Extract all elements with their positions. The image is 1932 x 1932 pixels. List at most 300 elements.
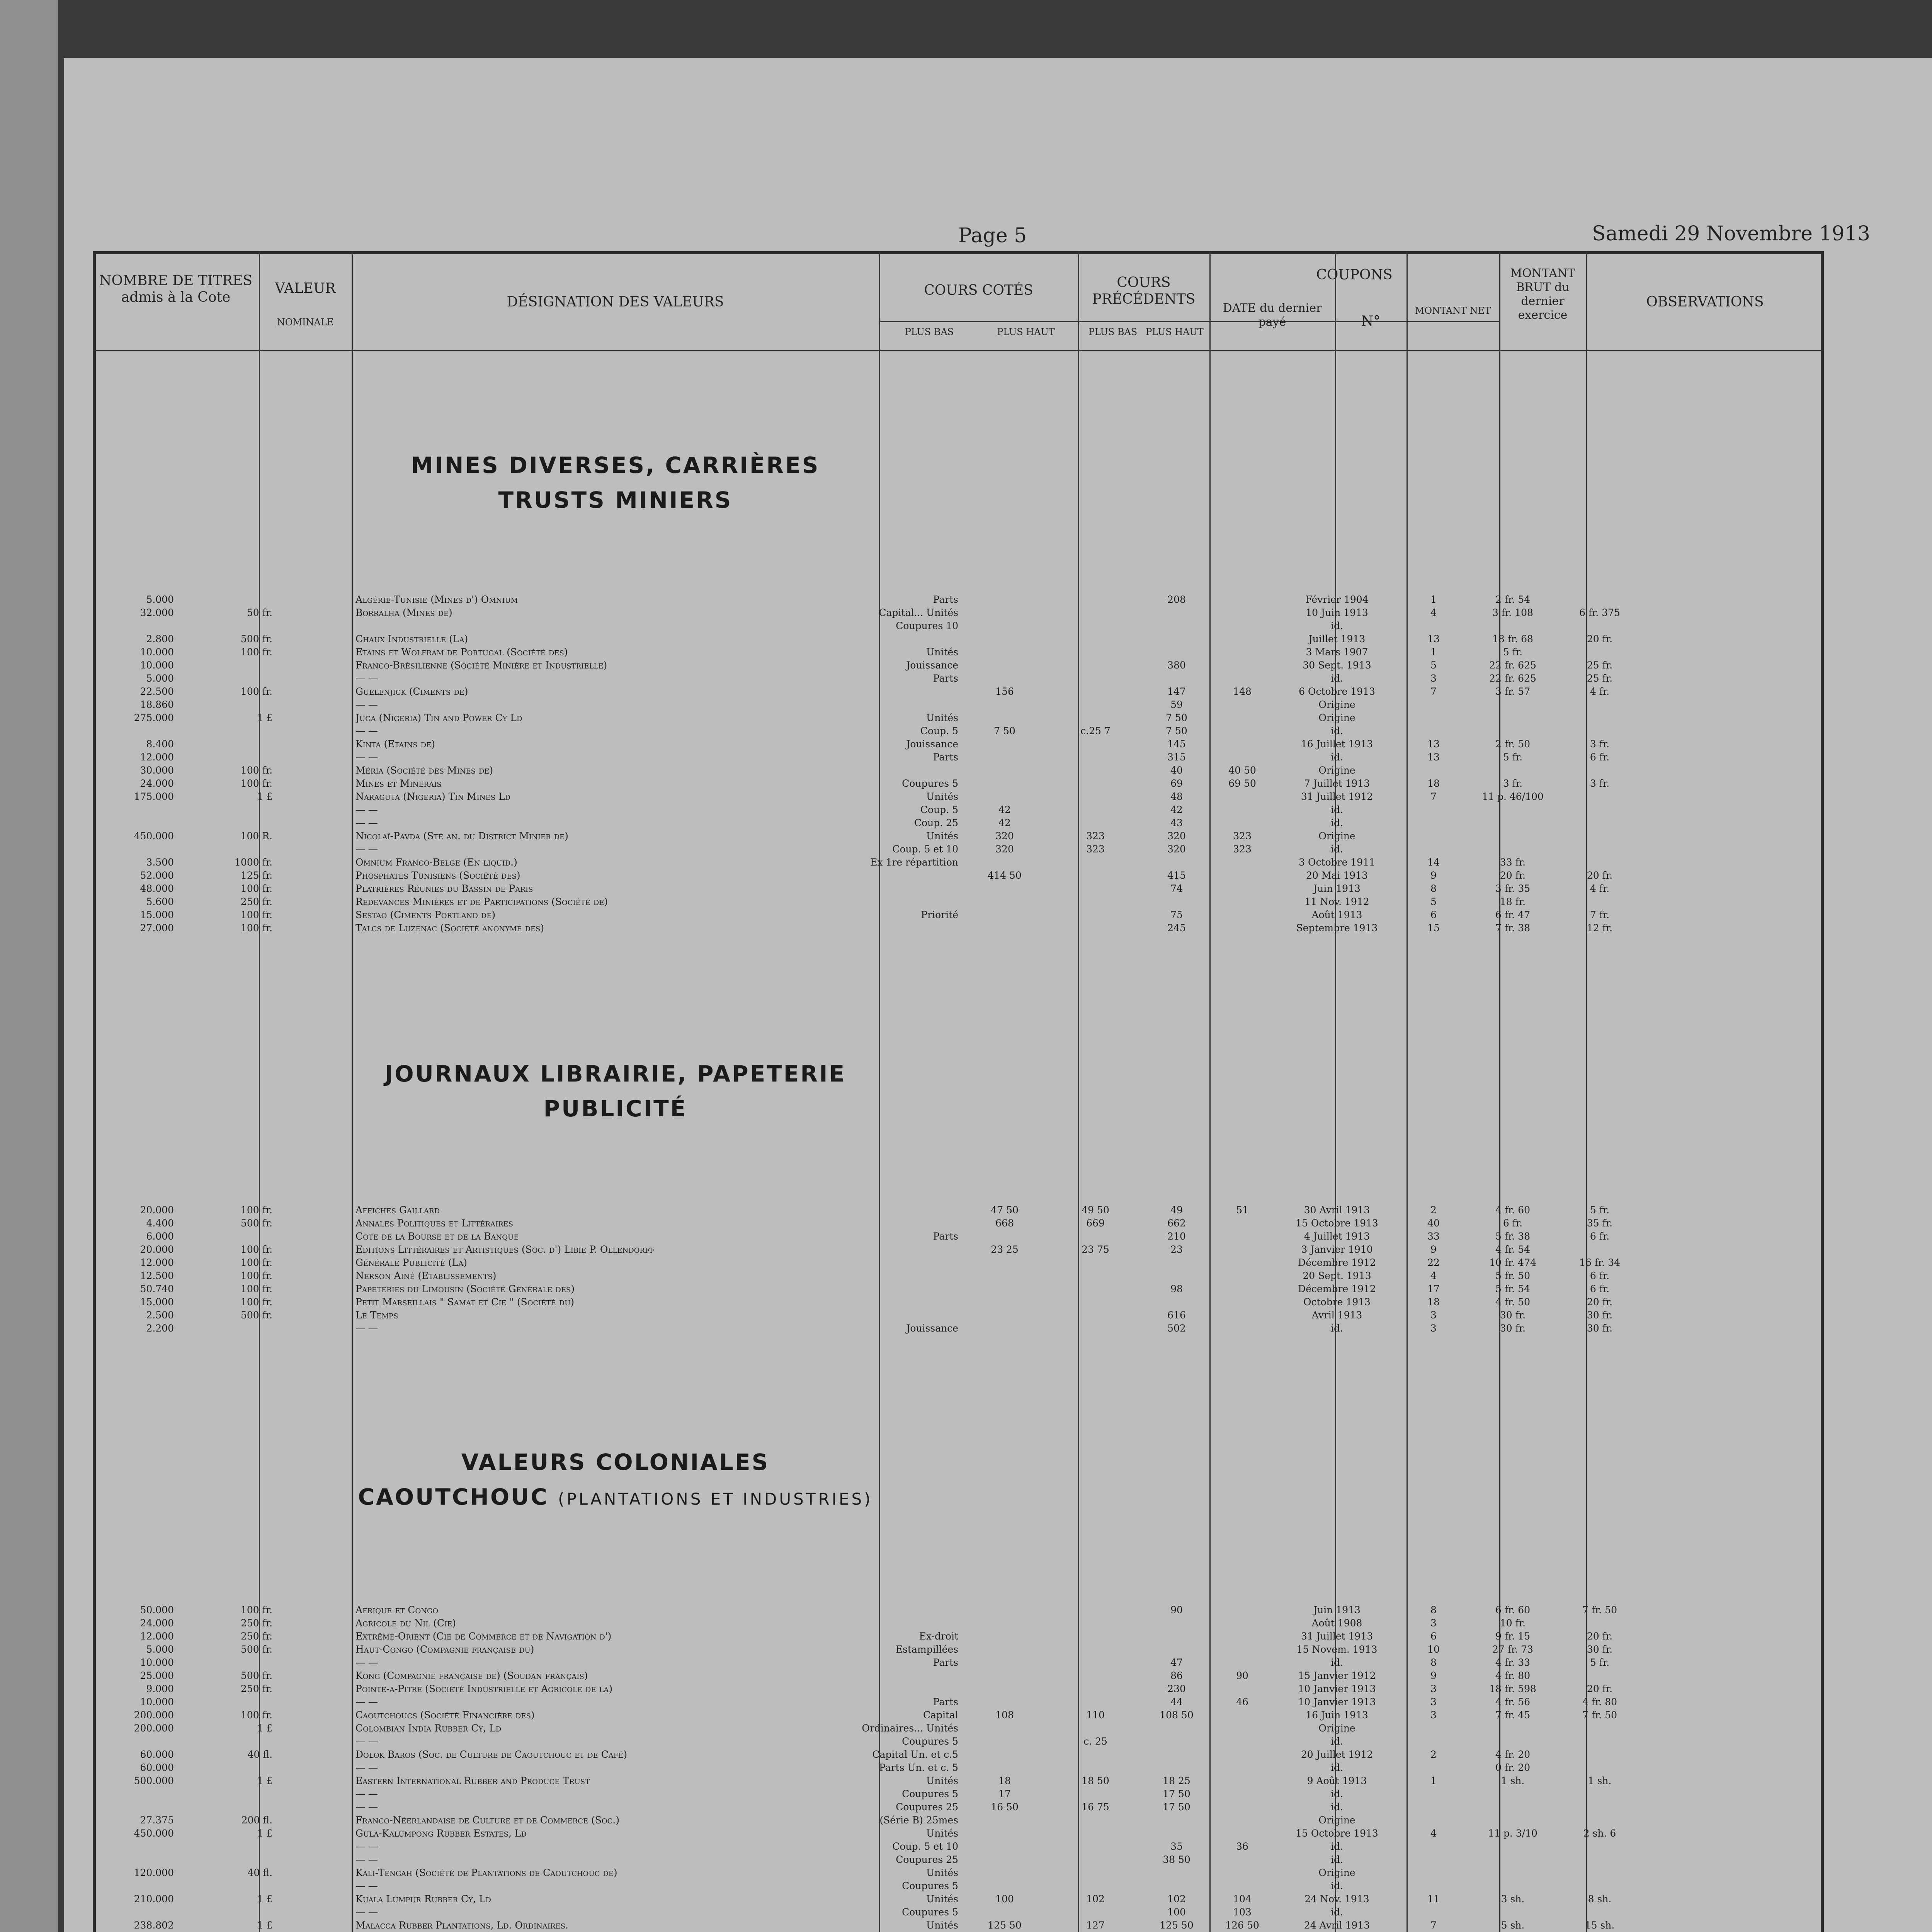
cell-mn: 4 fr. 50 [1495, 1296, 1530, 1308]
cell-val: 1 £ [257, 1723, 272, 1734]
cell-kind: Unités [926, 791, 958, 802]
cell-val: 100 fr. [240, 778, 272, 789]
cell-cb: 23 25 [991, 1244, 1019, 1255]
cell-mn: 4 fr. 20 [1495, 1749, 1530, 1760]
cell-nb: 175.000 [134, 791, 174, 802]
cell-kind: Unités [926, 1920, 958, 1931]
table-row [93, 1617, 1824, 1630]
cell-kind: Parts [933, 1696, 958, 1708]
cell-nb: 450.000 [134, 1828, 174, 1839]
cell-pb: 315 [1167, 752, 1186, 763]
cell-dt: Origine [1318, 765, 1355, 776]
section-title-word: CAOUTCHOUC [358, 1483, 549, 1510]
cell-des [355, 1604, 951, 1617]
table-row [93, 843, 1824, 856]
cell-val: 100 fr. [240, 646, 272, 658]
cell-val: 1 £ [257, 1920, 272, 1931]
cell-des [355, 685, 951, 698]
cell-no: 3 [1430, 1683, 1437, 1694]
cell-pb: 74 [1170, 883, 1183, 894]
cell-mn: 18 fr. [1500, 896, 1526, 907]
cell-mn: 5 fr. 50 [1495, 1270, 1530, 1281]
cell-br: 20 fr. [1587, 633, 1613, 645]
table-row [93, 1682, 1824, 1696]
cell-pb: 320 [1167, 844, 1186, 855]
cell-br: 8 sh. [1588, 1893, 1612, 1905]
cell-mn: 33 fr. [1500, 857, 1526, 868]
designation-text: Méria (Société des Mines de) [355, 765, 493, 776]
designation-text: Nicolaï-Pavda (Sté an. du District Minier de) [355, 830, 568, 842]
cell-cb: 320 [995, 844, 1014, 855]
cell-cb: 16 50 [991, 1801, 1019, 1813]
table-row [93, 764, 1824, 777]
cell-nb: 8.400 [146, 738, 174, 750]
table-row [93, 633, 1824, 646]
col-head-montant-net: MONTANT NET [1415, 305, 1491, 316]
cell-mn: 10 fr. [1500, 1617, 1526, 1629]
cell-pb: 40 [1170, 765, 1183, 776]
designation-text: Kinta (Etains de) [355, 738, 435, 750]
cell-ph: 103 [1233, 1906, 1252, 1918]
cell-dt: id. [1331, 1736, 1343, 1747]
table-row [93, 803, 1824, 816]
designation-text: — — [355, 1841, 378, 1852]
cell-ph: 126 50 [1225, 1920, 1259, 1931]
cell-no: 8 [1430, 1604, 1437, 1616]
table-row [93, 1696, 1824, 1709]
cell-dt: Août 1913 [1311, 909, 1362, 920]
table-row [93, 1827, 1824, 1840]
cell-nb: 450.000 [134, 830, 174, 842]
cell-pb: 208 [1167, 594, 1186, 605]
cell-val: 100 fr. [240, 1257, 272, 1268]
cell-ph: 323 [1233, 844, 1252, 855]
col-head-coupons: COUPONS [1316, 267, 1393, 283]
table-row [93, 1296, 1824, 1309]
designation-text: — — [355, 844, 378, 855]
cell-ph: 90 [1236, 1670, 1248, 1681]
cell-dt: Origine [1318, 699, 1355, 710]
cell-mn: 2 fr. 54 [1495, 594, 1530, 605]
cell-br: 6 fr. [1590, 752, 1610, 763]
cell-kind: Capital... Unités [879, 607, 958, 618]
cell-no: 6 [1430, 909, 1437, 920]
designation-text: — — [355, 673, 378, 684]
cell-mn: 6 fr. [1503, 1218, 1523, 1229]
cell-dt: 3 Mars 1907 [1306, 646, 1368, 658]
cell-kind: Coupures 25 [896, 1854, 958, 1865]
designation-text: — — [355, 1801, 378, 1813]
cell-nb: 9.000 [146, 1683, 174, 1694]
cell-val: 250 fr. [240, 1631, 272, 1642]
cell-dt: Origine [1318, 830, 1355, 842]
cell-cb: 668 [995, 1218, 1014, 1229]
cell-pb: 47 [1170, 1657, 1183, 1668]
designation-text: Annales Politiques et Littéraires [355, 1218, 514, 1229]
cell-ph: 69 50 [1228, 778, 1256, 789]
table-row [93, 908, 1824, 922]
cell-br: 5 fr. [1590, 1204, 1610, 1216]
designation-text: Papeteries du Limousin (Société Générale des) [355, 1283, 575, 1294]
cell-dt: 3 Octobre 1911 [1299, 857, 1375, 868]
header-rule [93, 350, 1824, 351]
cell-nb: 12.500 [140, 1270, 174, 1281]
designation-text: — — [355, 817, 378, 828]
table-row [93, 1256, 1824, 1269]
cell-kind: Coupures 5 [902, 1788, 958, 1799]
col-head-valeur: VALEUR [275, 281, 336, 296]
cell-dt: id. [1331, 673, 1343, 684]
cell-mn: 27 fr. 73 [1492, 1644, 1533, 1655]
cell-mn: 5 fr. 54 [1495, 1283, 1530, 1294]
table-row [93, 1217, 1824, 1230]
cell-kind: Jouissance [906, 738, 958, 750]
cell-kind: Jouissance [906, 660, 958, 671]
table-row [93, 1866, 1824, 1879]
cell-br: 3 fr. [1590, 778, 1610, 789]
cell-ph: 148 [1233, 686, 1252, 697]
cell-nb: 3.500 [146, 857, 174, 868]
col-head-plus-haut: PLUS HAUT [997, 327, 1055, 337]
cell-pb: 502 [1167, 1323, 1186, 1334]
table-row [93, 1774, 1824, 1787]
designation-text: — — [355, 1906, 378, 1918]
designation-text: Gula-Kalumpong Rubber Estates, Ld [355, 1828, 527, 1839]
cell-kind: Unités [926, 646, 958, 658]
cell-kind: Coup. 5 [920, 804, 958, 815]
cell-nb: 15.000 [140, 1296, 174, 1308]
cell-no: 7 [1430, 1920, 1437, 1931]
cell-val: 1 £ [257, 712, 272, 723]
cell-mn: 9 fr. 15 [1495, 1631, 1530, 1642]
table-row [93, 738, 1824, 751]
designation-text: Naraguta (Nigeria) Tin Mines Ld [355, 791, 510, 802]
designation-text: — — [355, 699, 378, 710]
col-head-cours-cotes: COURS COTÉS [924, 282, 1033, 298]
cell-nb: 27.000 [140, 922, 174, 934]
cell-kind: Coupures 5 [902, 1880, 958, 1891]
cell-val: 100 fr. [240, 686, 272, 697]
cell-br: 30 fr. [1587, 1310, 1613, 1321]
cell-mn: 4 fr. 33 [1495, 1657, 1530, 1668]
designation-text: Kuala Lumpur Rubber Cy, Ld [355, 1893, 491, 1905]
designation-text: — — [355, 1696, 378, 1708]
cell-dt: 9 Août 1913 [1307, 1775, 1367, 1786]
cell-cb: 320 [995, 830, 1014, 842]
cell-br: 20 fr. [1587, 1683, 1613, 1694]
designation-text: Afrique et Congo [355, 1604, 439, 1616]
cell-nb: 120.000 [134, 1867, 174, 1878]
cell-nb: 5.600 [146, 896, 174, 907]
cell-kind: Unités [926, 1867, 958, 1878]
designation-text: Dolok Baros (Soc. de Culture de Caoutchouc et de Café) [355, 1749, 628, 1760]
cell-no: 1 [1430, 1775, 1437, 1786]
designation-text: Juga (Nigeria) Tin and Power Cy Ld [355, 712, 522, 723]
cell-mn: 7 fr. 45 [1495, 1709, 1530, 1721]
cell-ch: 127 [1086, 1920, 1105, 1931]
designation-text: Omnium Franco-Belge (En liquid.) [355, 857, 517, 868]
table-row [93, 1787, 1824, 1801]
cell-no: 8 [1430, 883, 1437, 894]
cell-val: 100 fr. [240, 1709, 272, 1721]
cell-ch: 23 75 [1082, 1244, 1109, 1255]
cell-mn: 18 fr. 598 [1489, 1683, 1536, 1694]
cell-br: 25 fr. [1587, 660, 1613, 671]
cell-pb: 86 [1170, 1670, 1183, 1681]
designation-text: Sestao (Ciments Portland de) [355, 909, 496, 920]
cell-val: 100 fr. [240, 883, 272, 894]
cell-nb: 2.800 [146, 633, 174, 645]
cell-val: 500 fr. [240, 1310, 272, 1321]
cell-kind: Estampillées [895, 1644, 958, 1655]
cell-des [355, 1682, 951, 1696]
cell-dt: 10 Janvier 1913 [1298, 1683, 1376, 1694]
cell-pb: 230 [1167, 1683, 1186, 1694]
cell-ch: 669 [1086, 1218, 1105, 1229]
cell-mn: 7 fr. 38 [1495, 922, 1530, 934]
table-row [93, 830, 1824, 843]
cell-ch: 323 [1086, 844, 1105, 855]
cell-mn: 4 fr. 56 [1495, 1696, 1530, 1708]
cell-br: 1 sh. [1588, 1775, 1612, 1786]
cell-dt: 24 Nov. 1913 [1304, 1893, 1369, 1905]
cell-kind: (Série B) 25mes [879, 1815, 958, 1826]
cell-cb: 100 [995, 1893, 1014, 1905]
cell-ph: 51 [1236, 1204, 1248, 1216]
cell-no: 2 [1430, 1204, 1437, 1216]
cell-pb: 23 [1170, 1244, 1183, 1255]
table-row [93, 790, 1824, 803]
cell-cb: 108 [995, 1709, 1014, 1721]
designation-text: Colombian India Rubber Cy, Ld [355, 1723, 502, 1734]
col-head-date: DATE du dernier payé [1223, 301, 1322, 329]
table-row [93, 1204, 1824, 1217]
cell-kind: Ex-droit [919, 1631, 958, 1642]
cell-dt: 31 Juillet 1913 [1301, 1631, 1373, 1642]
table-row [93, 685, 1824, 698]
designation-text: Franco-Brésilienne (Société Minière et Industrielle) [355, 660, 607, 671]
cell-no: 3 [1430, 1709, 1437, 1721]
cell-mn: 4 fr. 80 [1495, 1670, 1530, 1681]
cell-dt: id. [1331, 844, 1343, 855]
designation-text: Platrières Réunies du Bassin de Paris [355, 883, 533, 894]
cell-nb: 22.500 [140, 686, 174, 697]
cell-kind: Capital [923, 1709, 958, 1721]
table-row [93, 1722, 1824, 1735]
cell-mn: 20 fr. [1500, 870, 1526, 881]
table-row [93, 1879, 1824, 1893]
designation-text: — — [355, 1323, 378, 1334]
cell-dt: id. [1331, 817, 1343, 828]
cell-dt: Juin 1913 [1313, 883, 1361, 894]
cell-nb: 10.000 [140, 646, 174, 658]
section-title-line: TRUSTS MINIERS [498, 486, 733, 513]
cell-br: 20 fr. [1587, 1296, 1613, 1308]
cell-dt: 7 Juillet 1913 [1304, 778, 1370, 789]
table-row [93, 646, 1824, 659]
cell-br: 4 fr. 80 [1582, 1696, 1617, 1708]
cell-dt: id. [1331, 1854, 1343, 1865]
cell-val: 1 £ [257, 1893, 272, 1905]
section-title-mines [355, 448, 875, 518]
cell-br: 20 fr. [1587, 1631, 1613, 1642]
cell-no: 1 [1430, 646, 1437, 658]
cell-mn: 18 fr. 68 [1492, 633, 1533, 645]
designation-text: — — [355, 1657, 378, 1668]
cell-pb: 98 [1170, 1283, 1183, 1294]
cell-mn: 5 fr. [1503, 646, 1523, 658]
cell-mn: 6 fr. 47 [1495, 909, 1530, 920]
cell-dt: 6 Octobre 1913 [1299, 686, 1375, 697]
table-row [93, 1840, 1824, 1853]
cell-no: 33 [1427, 1231, 1440, 1242]
cell-pb: 7 50 [1166, 712, 1187, 723]
cell-br: 5 fr. [1590, 1657, 1610, 1668]
cell-pb: 147 [1167, 686, 1186, 697]
cell-dt: Septembre 1913 [1296, 922, 1378, 934]
cell-nb: 4.400 [146, 1218, 174, 1229]
col-head-cours-precedents: COURS PRÉCÉDENTS [1092, 275, 1196, 308]
cell-mn: 30 fr. [1500, 1310, 1526, 1321]
cell-br: 25 fr. [1587, 673, 1613, 684]
cell-pb: 38 50 [1163, 1854, 1190, 1865]
cell-val: 250 fr. [240, 1683, 272, 1694]
cell-ch: 16 75 [1082, 1801, 1109, 1813]
cell-br: 20 fr. [1587, 870, 1613, 881]
cell-nb: 20.000 [140, 1244, 174, 1255]
table-row [93, 672, 1824, 685]
cell-no: 3 [1430, 1310, 1437, 1321]
cell-ch: c.25 7 [1080, 725, 1111, 736]
col-head-numero: N° [1361, 313, 1381, 329]
cell-nb: 30.000 [140, 765, 174, 776]
table-row [93, 1853, 1824, 1866]
cell-pb: 415 [1167, 870, 1186, 881]
cell-pb: 245 [1167, 922, 1186, 934]
cell-no: 9 [1430, 1670, 1437, 1681]
cell-pb: 100 [1167, 1906, 1186, 1918]
cell-dt: 16 Juillet 1913 [1301, 738, 1373, 750]
cell-br: 4 fr. [1590, 686, 1610, 697]
designation-text: Affiches Gaillard [355, 1204, 440, 1216]
cell-kind: Coupures 10 [896, 620, 958, 631]
cell-dt: 15 Octobre 1913 [1296, 1828, 1378, 1839]
cell-pb: 35 [1170, 1841, 1183, 1852]
cell-nb: 5.000 [146, 673, 174, 684]
cell-mn: 11 p. 46/100 [1482, 791, 1544, 802]
cell-pb: 90 [1170, 1604, 1183, 1616]
designation-text: Petit Marseillais " Samat et Cie " (Société du) [355, 1296, 574, 1308]
cell-no: 13 [1427, 752, 1440, 763]
cell-mn: 22 fr. 625 [1489, 660, 1536, 671]
cell-val: 100 fr. [240, 1604, 272, 1616]
cell-cb: 125 50 [988, 1920, 1022, 1931]
designation-text: Franco-Néerlandaise de Culture et de Commerce (Soc.) [355, 1815, 620, 1826]
cell-des [355, 1256, 951, 1269]
cell-dt: 20 Juillet 1912 [1301, 1749, 1373, 1760]
cell-dt: 15 Novem. 1913 [1296, 1644, 1378, 1655]
cell-mn: 3 fr. 35 [1495, 883, 1530, 894]
cell-cb: 156 [995, 686, 1014, 697]
cell-val: 1 £ [257, 791, 272, 802]
cell-br: 6 fr. [1590, 1270, 1610, 1281]
cell-dt: Décembre 1912 [1298, 1257, 1376, 1268]
cell-mn: 11 p. 3/10 [1488, 1828, 1537, 1839]
cell-nb: 6.000 [146, 1231, 174, 1242]
cell-val: 100 fr. [240, 1296, 272, 1308]
cell-no: 18 [1427, 1296, 1440, 1308]
cell-dt: id. [1331, 1657, 1343, 1668]
table-row [93, 869, 1824, 882]
table-row [93, 711, 1824, 724]
designation-text: Nerson Ainé (Etablissements) [355, 1270, 497, 1281]
cell-mn: 5 fr. [1503, 752, 1523, 763]
cell-val: 100 fr. [240, 909, 272, 920]
cell-br: 7 fr. 50 [1582, 1604, 1617, 1616]
designation-text: Haut-Congo (Compagnie française du) [355, 1644, 534, 1655]
cell-des [355, 922, 951, 935]
cell-kind: Coup. 5 et 10 [892, 844, 958, 855]
cell-nb: 32.000 [140, 607, 174, 618]
cell-pb: 380 [1167, 660, 1186, 671]
cell-no: 3 [1430, 1696, 1437, 1708]
cell-no: 4 [1430, 1828, 1437, 1839]
cell-des [355, 1269, 951, 1282]
table-row [93, 1282, 1824, 1296]
cell-dt: 15 Octobre 1913 [1296, 1218, 1378, 1229]
designation-text: Redevances Minières et de Participations (Société de) [355, 896, 608, 907]
cell-br: 30 fr. [1587, 1323, 1613, 1334]
designation-text: Malacca Rubber Plantations, Ld. Ordinaires. [355, 1920, 568, 1931]
cell-dt: Origine [1318, 1867, 1355, 1878]
cell-mn: 2 fr. 50 [1495, 738, 1530, 750]
cell-pb: 662 [1167, 1218, 1186, 1229]
cell-cb: 414 50 [988, 870, 1022, 881]
cell-no: 5 [1430, 660, 1437, 671]
cell-no: 22 [1427, 1257, 1440, 1268]
designation-text: Guelenjick (Ciments de) [355, 686, 468, 697]
designation-text: Algérie-Tunisie (Mines d') Omnium [355, 594, 518, 605]
table-row [93, 856, 1824, 869]
cell-val: 1000 fr. [235, 857, 272, 868]
cell-pb: 42 [1170, 804, 1183, 815]
designation-text: — — [355, 1880, 378, 1891]
cell-br: 4 fr. [1590, 883, 1610, 894]
cell-no: 3 [1430, 673, 1437, 684]
cell-dt: Avril 1913 [1311, 1310, 1362, 1321]
col-head-observations: OBSERVATIONS [1646, 294, 1764, 310]
cell-dt: 15 Janvier 1912 [1298, 1670, 1376, 1681]
table-row [93, 698, 1824, 711]
cell-nb: 12.000 [140, 752, 174, 763]
cell-br: 6 fr. 375 [1579, 607, 1620, 618]
cell-dt: Décembre 1912 [1298, 1283, 1376, 1294]
table-row [93, 1669, 1824, 1682]
cell-val: 500 fr. [240, 1644, 272, 1655]
cell-dt: id. [1331, 752, 1343, 763]
cell-nb: 5.000 [146, 594, 174, 605]
cell-dt: 30 Sept. 1913 [1303, 660, 1371, 671]
cell-cb: 42 [998, 804, 1011, 815]
cell-nb: 5.000 [146, 1644, 174, 1655]
designation-text: Kali-Tengah (Société de Plantations de Caoutchouc de) [355, 1867, 617, 1878]
cell-mn: 5 sh. [1501, 1920, 1525, 1931]
cell-dt: Juillet 1913 [1308, 633, 1366, 645]
cell-br: 6 fr. [1590, 1231, 1610, 1242]
cell-nb: 275.000 [134, 712, 174, 723]
cell-dt: Août 1908 [1311, 1617, 1362, 1629]
cell-des [355, 1309, 951, 1322]
